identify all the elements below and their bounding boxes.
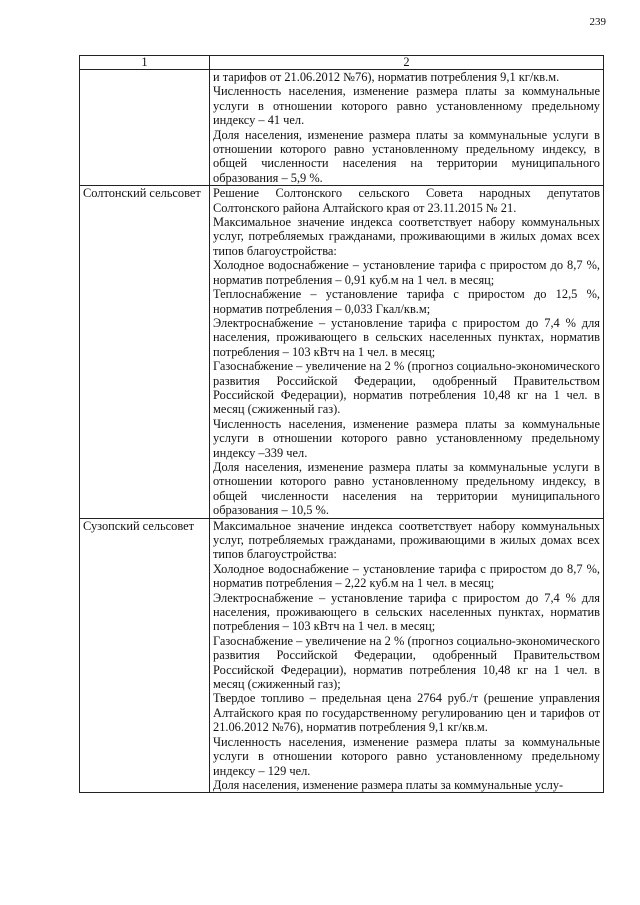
paragraph: Доля населения, изменение размера платы за коммунальные услуги в отношении которого равно установленному предельному индексу, в общей численности населения на территории муниципального образования – 10,5 %. <box>213 459 600 518</box>
paragraph: Численность населения, изменение размера платы за коммунальные услуги в отношении которого равно установленному предельному индексу – 129 чел. <box>213 734 600 778</box>
table-row <box>80 70 604 186</box>
paragraph: Максимальное значение индекса соответствует набору коммунальных услуг, потребляемых гражданами, проживающими в жилых домах всех типов благоустройства: <box>213 215 600 258</box>
paragraph: Газоснабжение – увеличение на 2 % (прогноз социально-экономического развития Российской Федерации, одобренный Правительством Российской Федерации), норматив потребления 10,48 кг на 1 чел. в месяц (сжиженный газ). <box>213 359 600 417</box>
paragraph: Теплоснабжение – установление тарифа с приростом до 12,5 %, норматив потребления – 0,033 Гкал/кв.м; <box>213 287 600 316</box>
paragraph: Решение Солтонского сельского Совета народных депутатов Солтонского района Алтайского края от 23.11.2015 № 21. <box>213 186 600 215</box>
row-description <box>210 518 604 793</box>
row-description <box>210 70 604 186</box>
paragraph: Холодное водоснабжение – установление тарифа с приростом до 8,7 %, норматив потребления – 0,91 куб.м на 1 чел. в месяц; <box>213 258 600 287</box>
municipality-name <box>80 70 210 186</box>
paragraph: Численность населения, изменение размера платы за коммунальные услуги в отношении которого равно установленному предельному индексу – 41 чел. <box>213 84 600 128</box>
paragraph: Электроснабжение – установление тарифа с приростом до 7,4 % для населения, проживающего в сельских населенных пунктах, норматив потребления – 103 кВтч на 1 чел. в месяц; <box>213 315 600 359</box>
municipality-name: Сузопский сельсовет <box>80 518 210 793</box>
column-header-1: 1 <box>80 56 210 70</box>
paragraph: Холодное водоснабжение – установление тарифа с приростом до 8,7 %, норматив потребления – 2,22 куб.м на 1 чел. в месяц; <box>213 561 600 591</box>
paragraph: Численность населения, изменение размера платы за коммунальные услуги в отношении которого равно установленному предельному индексу –339 чел. <box>213 416 600 460</box>
table-row <box>80 518 604 793</box>
paragraph: и тарифов от 21.06.2012 №76), норматив потребления 9,1 кг/кв.м. <box>213 70 560 84</box>
paragraph: Твердое топливо – предельная цена 2764 руб./т (решение управления Алтайского края по государственному регулированию цен и тарифов от 21.06.2012 №76), норматив потребления 9,1 кг/кв.м. <box>213 691 600 735</box>
paragraph: Электроснабжение – установление тарифа с приростом до 7,4 % для населения, проживающего в сельских населенных пунктах, норматив потребления – 103 кВтч на 1 чел. в месяц; <box>213 590 600 634</box>
municipality-name: Солтонский сельсовет <box>80 186 210 518</box>
column-header-2: 2 <box>210 56 604 70</box>
paragraph: Доля населения, изменение размера платы за коммунальные услу- <box>213 777 564 792</box>
table-row <box>80 186 604 518</box>
document-table <box>79 55 604 793</box>
paragraph: Газоснабжение – увеличение на 2 % (прогноз социально-экономического развития Российской Федерации, одобренный Правительством Российской Федерации), норматив потребления 10,48 кг на 1 чел. в месяц (сжиженный газ); <box>213 633 600 692</box>
row-description <box>210 186 604 518</box>
paragraph: Доля населения, изменение размера платы за коммунальные услуги в отношении которого равно установленному предельному индексу, в общей численности населения на территории муниципального образования – 5,9 %. <box>213 127 600 185</box>
table-header-row <box>80 56 604 70</box>
paragraph: Максимальное значение индекса соответствует набору коммунальных услуг, потребляемых гражданами, проживающими в жилых домах всех типов благоустройства: <box>213 518 600 562</box>
page-number: 239 <box>589 16 606 28</box>
